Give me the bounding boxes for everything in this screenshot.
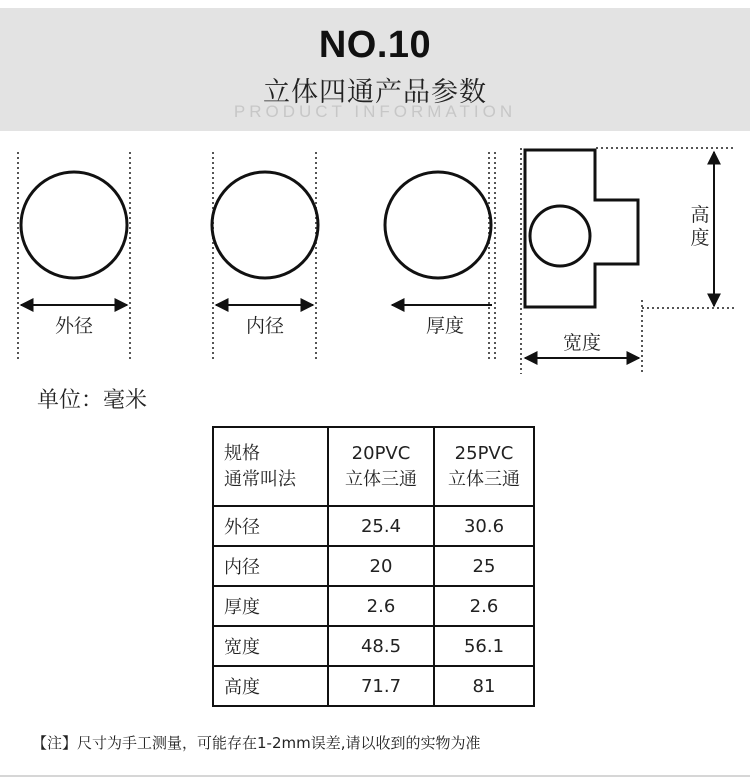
pipe-circle — [21, 172, 127, 278]
row-label: 外径 — [213, 506, 328, 546]
table-row — [213, 586, 534, 626]
row-value-col1: 71.7 — [328, 666, 434, 706]
table-row — [213, 626, 534, 666]
row-label: 内径 — [213, 546, 328, 586]
header-col2-cell — [434, 427, 534, 506]
thickness-label: 厚度 — [425, 315, 465, 337]
outer-diameter-figure — [18, 152, 130, 362]
page-subtitle: PRODUCT INFORMATION — [233, 102, 517, 121]
table-header-row — [213, 427, 534, 506]
pipe-circle — [385, 172, 491, 278]
row-value-col2: 25 — [434, 546, 534, 586]
header-spec-line2: 通常叫法 — [224, 468, 296, 490]
page-title: 立体四通产品参数 — [263, 77, 487, 108]
unit-label: 单位：毫米 — [37, 388, 148, 413]
dimension-diagram — [0, 0, 750, 380]
row-value-col1: 2.6 — [328, 586, 434, 626]
table-row — [213, 506, 534, 546]
row-value-col1: 48.5 — [328, 626, 434, 666]
inner-diameter-figure — [212, 152, 318, 362]
thickness-figure — [385, 152, 495, 362]
inner-diameter-label: 内径 — [245, 315, 285, 337]
pipe-circle — [212, 172, 318, 278]
row-value-col2: 2.6 — [434, 586, 534, 626]
product-number: NO.10 — [318, 24, 432, 66]
height-label-line2: 度 — [690, 227, 710, 249]
header-col1-line1: 20PVC — [351, 442, 411, 464]
measurement-note: 【注】尺寸为手工测量，可能存在1-2mm误差,请以收到的实物为准 — [32, 734, 481, 752]
header-col2-line1: 25PVC — [454, 442, 514, 464]
table-row — [213, 546, 534, 586]
row-value-col2: 30.6 — [434, 506, 534, 546]
spec-table — [212, 426, 535, 707]
outer-diameter-label: 外径 — [54, 315, 94, 337]
table-row — [213, 666, 534, 706]
row-value-col2: 81 — [434, 666, 534, 706]
height-label-line1: 高 — [690, 204, 710, 226]
header-col1-line2: 立体三通 — [345, 468, 417, 490]
tee-port-circle — [530, 206, 590, 266]
row-label: 高度 — [213, 666, 328, 706]
tee-outline — [525, 150, 638, 307]
header-spec-line1: 规格 — [224, 442, 260, 464]
tee-fitting-figure — [521, 148, 735, 374]
row-label: 宽度 — [213, 626, 328, 666]
row-value-col1: 25.4 — [328, 506, 434, 546]
row-value-col2: 56.1 — [434, 626, 534, 666]
width-label: 宽度 — [562, 332, 602, 354]
header-spec-cell — [213, 427, 328, 506]
row-label: 厚度 — [213, 586, 328, 626]
header-col1-cell — [328, 427, 434, 506]
header-col2-line2: 立体三通 — [448, 468, 520, 490]
row-value-col1: 20 — [328, 546, 434, 586]
divider — [0, 775, 750, 777]
